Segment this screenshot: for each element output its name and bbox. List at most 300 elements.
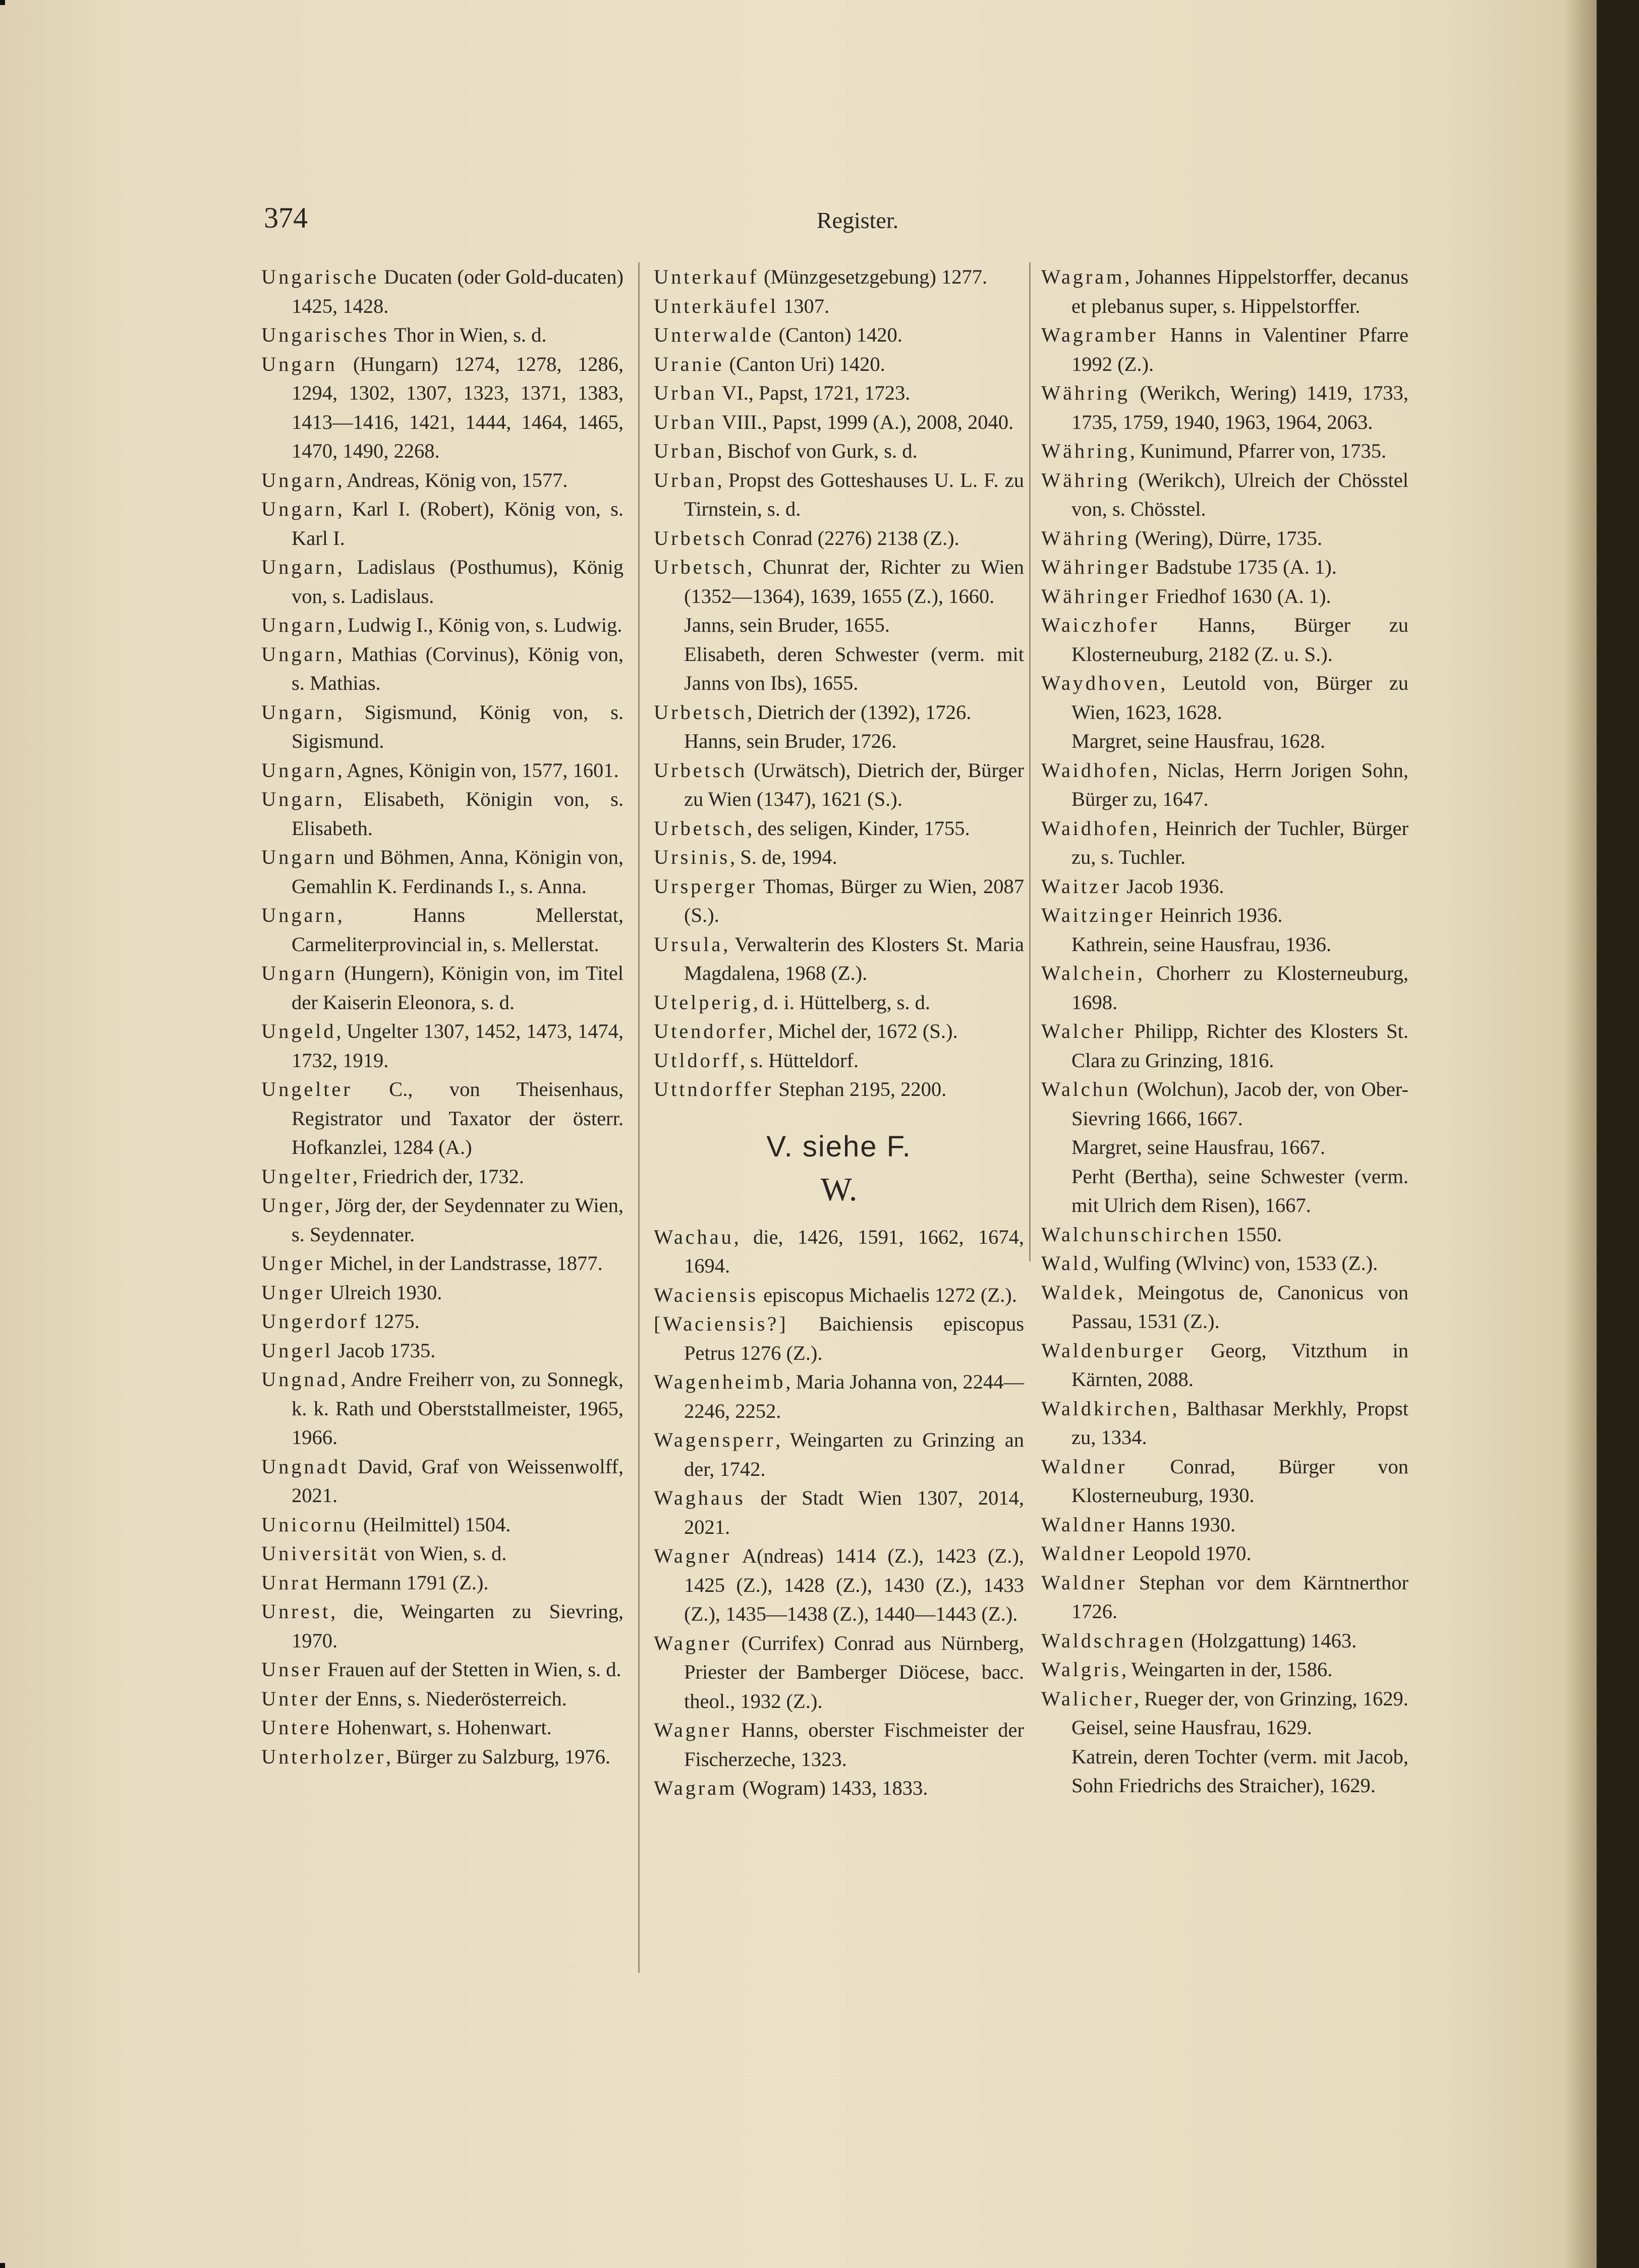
entry-keyword: Ungarn: [261, 962, 337, 984]
index-entry: [654, 1629, 1024, 1716]
index-entry: [654, 1281, 1024, 1310]
entry-keyword: [Waciensis?]: [654, 1312, 788, 1335]
index-entry: [261, 1742, 624, 1772]
entry-keyword: Ungnadt: [261, 1455, 349, 1478]
entry-text: , Agnes, Königin von, 1577, 1601.: [337, 758, 619, 782]
entry-text: Friedhof 1630 (A. 1).: [1150, 584, 1331, 607]
index-entry: [1041, 1539, 1408, 1568]
index-subentry: [654, 611, 1024, 640]
entry-keyword: Ungarn: [261, 788, 337, 810]
entry-text: Frauen auf der Stetten in Wien, s. d.: [322, 1658, 621, 1681]
index-entry: [654, 320, 1024, 350]
entry-text: , s. Hütteldorf.: [740, 1048, 859, 1072]
entry-text: Philipp, Richter des Klosters St. Clara zu Grinzing, 1816.: [1071, 1020, 1408, 1072]
index-entry: [654, 1483, 1024, 1541]
entry-text: Margret, seine Hausfrau, 1628.: [1071, 730, 1326, 752]
entry-keyword: Währing: [1041, 468, 1130, 491]
index-entry: [1041, 436, 1408, 466]
entry-text: Michel, in der Landstrasse, 1877.: [324, 1252, 603, 1275]
entry-text: (Münzgesetzgebung) 1277.: [758, 265, 988, 288]
entry-keyword: Waciensis: [654, 1283, 758, 1306]
entry-text: (Canton) 1420.: [773, 323, 902, 346]
entry-text: , die, Weingarten zu Sievring, 1970.: [292, 1600, 624, 1652]
entry-keyword: Ungarn: [261, 758, 337, 782]
index-entry: [261, 1278, 624, 1307]
entry-text: Conrad (2276) 2138 (Z.).: [747, 526, 959, 549]
entry-text: Thomas, Bürger zu Wien, 2087 (S.).: [684, 874, 1024, 926]
index-entry: [654, 843, 1024, 872]
entry-keyword: Walgris: [1041, 1658, 1121, 1681]
index-entry: [654, 1367, 1024, 1425]
entry-text: 1307.: [778, 294, 830, 317]
index-entry: [1041, 901, 1408, 930]
scan-corner-marker: [0, 0, 5, 5]
entry-text: , Rueger der, von Grinzing, 1629.: [1134, 1687, 1408, 1710]
entry-keyword: Unrest: [261, 1600, 331, 1623]
entry-keyword: Waldner: [1041, 1513, 1127, 1536]
index-entry: [261, 1510, 624, 1539]
entry-text: , Andreas, König von, 1577.: [337, 468, 568, 491]
entry-keyword: Wagramber: [1041, 323, 1158, 346]
index-entry: [261, 1191, 624, 1249]
entry-keyword: Währing: [1041, 381, 1130, 404]
index-subentry: [1041, 1742, 1408, 1800]
entry-keyword: Waldschragen: [1041, 1629, 1186, 1652]
entry-text: , Weingarten zu Grinzing an der, 1742.: [684, 1428, 1024, 1480]
entry-keyword: Ungarn: [261, 642, 337, 666]
entry-keyword: Urban: [654, 381, 717, 404]
entry-keyword: Ursinis: [654, 846, 730, 868]
entry-text: (Urwätsch), Dietrich der, Bürger zu Wien (1347), 1621 (S.).: [684, 758, 1024, 810]
index-entry: [261, 1307, 624, 1336]
entry-text: (Hungarn) 1274, 1278, 1286, 1294, 1302, 1307, 1323, 1371, 1383, 1413—1416, 1421, 1444, 1464, 1465, 1470, 1490, 2268.: [292, 352, 624, 462]
entry-keyword: Walchein: [1041, 962, 1138, 984]
index-subentry: [1041, 1713, 1408, 1742]
entry-keyword: Unterkauf: [654, 265, 759, 288]
index-entry: [1041, 611, 1408, 669]
entry-keyword: Urban: [654, 439, 717, 462]
index-entry: [1041, 1075, 1408, 1133]
entry-keyword: Währing: [1041, 526, 1130, 549]
index-entry: [261, 959, 624, 1017]
entry-keyword: Wagner: [654, 1631, 732, 1654]
index-entry: [1041, 669, 1408, 727]
entry-text: , Wulfing (Wlvinc) von, 1533 (Z.).: [1093, 1252, 1378, 1275]
entry-text: , Elisabeth, Königin von, s. Elisabeth.: [292, 788, 624, 840]
index-entry: [1041, 872, 1408, 901]
entry-keyword: Unterholzer: [261, 1745, 386, 1768]
index-entry: [261, 1162, 624, 1191]
index-entry: [654, 988, 1024, 1017]
index-entry: [1041, 524, 1408, 553]
entry-keyword: Urbetsch: [654, 816, 748, 840]
entry-text: , Balthasar Merkhly, Propst zu, 1334.: [1071, 1397, 1408, 1449]
entry-text: , Propst des Gotteshauses U. L. F. zu Tirnstein, s. d.: [684, 468, 1024, 520]
index-entry: [261, 1713, 624, 1742]
entry-text: , Karl I. (Robert), König von, s. Karl I.: [292, 497, 624, 549]
index-entry: [261, 785, 624, 843]
entry-text: Hanns, oberster Fischmeister der Fischerzeche, 1323.: [684, 1719, 1024, 1771]
index-entry: [654, 524, 1024, 553]
column-divider: [638, 262, 640, 1973]
entry-text: VI., Papst, 1721, 1723.: [717, 381, 911, 404]
entry-keyword: Ungerdorf: [261, 1310, 369, 1333]
entry-text: Jacob 1936.: [1121, 874, 1224, 898]
entry-keyword: Waiczhofer: [1041, 614, 1160, 636]
index-entry: [261, 640, 624, 698]
entry-text: (Werikch, Wering) 1419, 1733, 1735, 1759, 1940, 1963, 1964, 2063.: [1071, 381, 1408, 433]
entry-keyword: Urbetsch: [654, 556, 748, 578]
entry-keyword: Waidhofen: [1041, 758, 1153, 782]
index-entry: [654, 262, 1024, 292]
entry-keyword: Waldenburger: [1041, 1339, 1185, 1362]
entry-keyword: Unterkäufel: [654, 294, 778, 317]
entry-keyword: Wagenheimb: [654, 1370, 786, 1393]
page-number: 374: [264, 201, 308, 234]
entry-text: Ducaten (oder Gold-ducaten) 1425, 1428.: [292, 265, 624, 317]
index-entry: [654, 1046, 1024, 1075]
entry-keyword: Ungerl: [261, 1339, 333, 1362]
index-entry: [261, 1336, 624, 1365]
section-heading: V. siehe F.: [766, 1130, 912, 1163]
entry-keyword: Ungelter: [261, 1078, 353, 1100]
entry-keyword: Ungarisches: [261, 323, 389, 346]
index-entry: [654, 1223, 1024, 1281]
running-head: Register.: [816, 207, 899, 233]
index-entry: [1041, 1220, 1408, 1249]
entry-keyword: Ungarn: [261, 614, 337, 636]
entry-keyword: Ungarische: [261, 265, 379, 288]
index-entry: [261, 698, 624, 756]
index-entry: [261, 611, 624, 640]
index-entry: [1041, 262, 1408, 320]
entry-keyword: Ungarn: [261, 556, 337, 578]
index-entry: [1041, 1452, 1408, 1510]
entry-text: Conrad, Bürger von Klosterneuburg, 1930.: [1071, 1455, 1408, 1507]
index-entry: [261, 1568, 624, 1597]
entry-text: Elisabeth, deren Schwester (verm. mit Janns von Ibs), 1655.: [684, 642, 1024, 694]
entry-keyword: Unterwalde: [654, 323, 774, 346]
entry-keyword: Urbetsch: [654, 700, 748, 724]
entry-text: Kathrein, seine Hausfrau, 1936.: [1071, 932, 1332, 956]
entry-text: , Michel der, 1672 (S.).: [768, 1020, 958, 1042]
entry-keyword: Waidhofen: [1041, 816, 1153, 840]
entry-text: 1275.: [368, 1310, 420, 1333]
entry-text: (Currifex) Conrad aus Nürnberg, Priester der Bamberger Diöcese, bacc. theol., 1932 (Z.).: [684, 1631, 1024, 1712]
index-entry: [261, 1684, 624, 1713]
entry-keyword: Waldek: [1041, 1281, 1118, 1304]
index-entry: [654, 872, 1024, 930]
index-entry: [654, 930, 1024, 988]
index-entry: [654, 552, 1024, 611]
index-entry: [1041, 1510, 1408, 1539]
index-subentry: [1041, 727, 1408, 756]
entry-text: , Jörg der, der Seydennater zu Wien, s. Seydennater.: [292, 1194, 624, 1246]
index-entry: [1041, 1655, 1408, 1684]
entry-text: Janns, sein Bruder, 1655.: [684, 614, 890, 636]
entry-text: Hohenwart, s. Hohenwart.: [331, 1716, 552, 1739]
column-divider: [1029, 262, 1031, 1261]
entry-text: C., von Theisenhaus, Registrator und Taxator der österr. Hofkanzlei, 1284 (A.): [292, 1078, 624, 1158]
entry-text: , Bischof von Gurk, s. d.: [717, 439, 918, 462]
entry-keyword: Waldkirchen: [1041, 1397, 1172, 1420]
entry-keyword: Unger: [261, 1252, 325, 1275]
entry-keyword: Währing: [1041, 439, 1130, 462]
entry-keyword: Urbetsch: [654, 758, 748, 782]
entry-text: , Heinrich der Tuchler, Bürger zu, s. Tuchler.: [1071, 816, 1408, 868]
entry-keyword: Walcher: [1041, 1020, 1126, 1042]
entry-text: (Hungern), Königin von, im Titel der Kaiserin Eleonora, s. d.: [292, 962, 624, 1014]
index-entry: [1041, 552, 1408, 582]
entry-keyword: Ungeld: [261, 1020, 336, 1042]
entry-keyword: Walchun: [1041, 1078, 1131, 1100]
entry-keyword: Waldner: [1041, 1542, 1127, 1565]
index-entry: [261, 1539, 624, 1568]
index-entry: [654, 292, 1024, 321]
index-entry: [261, 756, 624, 785]
index-entry: [654, 814, 1024, 843]
index-entry: [261, 1365, 624, 1452]
entry-keyword: Utendorfer: [654, 1020, 768, 1042]
entry-text: , Leutold von, Bürger zu Wien, 1623, 1628.: [1071, 672, 1408, 724]
entry-text: Georg, Vitzthum in Kärnten, 2088.: [1071, 1339, 1408, 1391]
index-entry: [261, 552, 624, 611]
entry-text: Hanns 1930.: [1127, 1513, 1236, 1536]
entry-keyword: Urban: [654, 410, 717, 433]
entry-text: , Mathias (Corvinus), König von, s. Mathias.: [292, 642, 624, 694]
index-entry: [261, 901, 624, 959]
index-entry: [654, 1309, 1024, 1367]
entry-keyword: Waghaus: [654, 1486, 746, 1509]
entry-text: , Chorherr zu Klosterneuburg, 1698.: [1071, 962, 1408, 1014]
entry-text: Hanns in Valentiner Pfarre 1992 (Z.).: [1071, 323, 1408, 375]
entry-text: Stephan vor dem Kärntnerthor 1726.: [1071, 1571, 1408, 1623]
index-entry: [261, 1452, 624, 1510]
entry-keyword: Ungarn: [261, 700, 337, 724]
index-entry: [654, 756, 1024, 814]
entry-keyword: Währinger: [1041, 556, 1151, 578]
index-entry: [1041, 1336, 1408, 1394]
entry-text: Perht (Bertha), seine Schwester (verm. mit Ulrich dem Risen), 1667.: [1071, 1165, 1408, 1216]
entry-keyword: Ungelter: [261, 1165, 353, 1188]
entry-text: Baichiensis episcopus Petrus 1276 (Z.).: [684, 1312, 1024, 1364]
entry-text: , Friedrich der, 1732.: [352, 1165, 524, 1188]
entry-text: Ulreich 1930.: [324, 1281, 442, 1304]
index-entry: [261, 1655, 624, 1684]
entry-text: (Canton Uri) 1420.: [724, 352, 885, 375]
index-entry: [261, 320, 624, 350]
index-entry: [261, 1597, 624, 1655]
index-entry: [1041, 466, 1408, 524]
page-gutter-shadow: [1564, 0, 1597, 2268]
entry-text: VIII., Papst, 1999 (A.), 2008, 2040.: [717, 410, 1014, 433]
index-entry: [261, 1249, 624, 1278]
entry-text: , Maria Johanna von, 2244—2246, 2252.: [684, 1370, 1024, 1422]
entry-keyword: Walchunschirchen: [1041, 1223, 1231, 1246]
entry-keyword: Ungnad: [261, 1368, 341, 1391]
index-entry: [654, 408, 1024, 437]
entry-text: , Johannes Hippelstorffer, decanus et plebanus super, s. Hippelstorffer.: [1071, 265, 1408, 317]
index-entry: [1041, 582, 1408, 611]
entry-text: , d. i. Hüttelberg, s. d.: [753, 990, 931, 1014]
entry-text: , Ungelter 1307, 1452, 1473, 1474, 1732, 1919.: [292, 1020, 624, 1072]
entry-text: , Ludwig I., König von, s. Ludwig.: [337, 614, 623, 636]
entry-text: (Wogram) 1433, 1833.: [737, 1777, 928, 1799]
entry-text: David, Graf von Weissenwolff, 2021.: [292, 1455, 624, 1507]
entry-keyword: Ursula: [654, 932, 723, 956]
entry-keyword: Uttndorffer: [654, 1078, 774, 1100]
index-entry: [1041, 1394, 1408, 1452]
index-entry: [261, 350, 624, 466]
index-entry: [1041, 1684, 1408, 1713]
index-column-1: [261, 262, 624, 1771]
index-entry: [261, 262, 624, 320]
entry-text: , Niclas, Herrn Jorigen Sohn, Bürger zu, 1647.: [1071, 758, 1408, 810]
entry-keyword: Waitzer: [1041, 874, 1121, 898]
entry-text: von Wien, s. d.: [379, 1542, 507, 1565]
entry-keyword: Waitzinger: [1041, 904, 1155, 926]
entry-keyword: Wagner: [654, 1719, 732, 1741]
index-subentry: [654, 727, 1024, 756]
index-entry: [654, 1541, 1024, 1629]
entry-text: Hanns, sein Bruder, 1726.: [684, 730, 897, 752]
entry-keyword: Unicornu: [261, 1513, 358, 1536]
entry-text: (Werikch), Ulreich der Chösstel von, s. Chösstel.: [1071, 468, 1408, 520]
index-entry: [654, 1017, 1024, 1046]
index-entry: [261, 466, 624, 495]
entry-text: und Böhmen, Anna, Königin von, Gemahlin K. Ferdinands I., s. Anna.: [292, 846, 624, 898]
index-entry: [654, 1716, 1024, 1774]
entry-keyword: Wagram: [654, 1777, 738, 1799]
index-subentry: [654, 640, 1024, 698]
entry-keyword: Unger: [261, 1281, 325, 1304]
entry-text: , Verwalterin des Klosters St. Maria Magdalena, 1968 (Z.).: [684, 932, 1024, 984]
index-column-2: [654, 262, 1024, 1803]
index-entry: [1041, 1626, 1408, 1655]
entry-text: episcopus Michaelis 1272 (Z.).: [758, 1283, 1017, 1306]
entry-keyword: Waldner: [1041, 1455, 1127, 1478]
entry-text: (Wolchun), Jacob der, von Ober-Sievring 1666, 1667.: [1071, 1078, 1408, 1130]
entry-keyword: Urban: [654, 468, 717, 491]
entry-keyword: Ungarn: [261, 497, 337, 520]
entry-text: Leopold 1970.: [1127, 1542, 1252, 1565]
entry-text: , Ladislaus (Posthumus), König von, s. Ladislaus.: [292, 556, 624, 607]
entry-keyword: Wald: [1041, 1252, 1094, 1275]
entry-text: , die, 1426, 1591, 1662, 1674, 1694.: [684, 1225, 1024, 1277]
entry-text: , Kunimund, Pfarrer von, 1735.: [1129, 439, 1387, 462]
entry-text: Jacob 1735.: [332, 1339, 436, 1362]
entry-text: Badstube 1735 (A. 1).: [1150, 556, 1337, 578]
index-subentry: [1041, 1162, 1408, 1220]
entry-keyword: Ungarn: [261, 904, 337, 926]
entry-text: der Enns, s. Niederösterreich.: [320, 1687, 567, 1710]
entry-text: 1550.: [1230, 1223, 1282, 1246]
index-entry: [1041, 320, 1408, 378]
index-entry: [654, 1075, 1024, 1104]
entry-text: Katrein, deren Tochter (verm. mit Jacob, Sohn Friedrichs des Straicher), 1629.: [1071, 1745, 1408, 1797]
index-entry: [1041, 378, 1408, 436]
entry-text: , Bürger zu Salzburg, 1976.: [385, 1745, 610, 1768]
entry-text: , Meingotus de, Canonicus von Passau, 1531 (Z.).: [1071, 1281, 1408, 1333]
entry-text: Thor in Wien, s. d.: [389, 323, 547, 346]
entry-text: Geisel, seine Hausfrau, 1629.: [1071, 1716, 1312, 1739]
entry-keyword: Utelperig: [654, 990, 753, 1014]
entry-text: Hermann 1791 (Z.).: [320, 1571, 489, 1594]
entry-keyword: Waldner: [1041, 1571, 1127, 1594]
entry-text: , Chunrat der, Richter zu Wien (1352—1364), 1639, 1655 (Z.), 1660.: [684, 556, 1024, 607]
index-entry: [654, 436, 1024, 466]
index-entry: [1041, 814, 1408, 872]
entry-text: , Weingarten in der, 1586.: [1121, 1658, 1333, 1681]
entry-text: Heinrich 1936.: [1155, 904, 1283, 926]
index-column-3: [1041, 262, 1408, 1800]
entry-keyword: Walicher: [1041, 1687, 1135, 1710]
entry-keyword: Unser: [261, 1658, 323, 1681]
entry-text: Hanns, Bürger zu Klosterneuburg, 2182 (Z. u. S.).: [1071, 614, 1408, 666]
entry-text: , Hanns Mellerstat, Carmeliterprovincial in, s. Mellerstat.: [292, 904, 624, 956]
entry-keyword: Wachau: [654, 1225, 734, 1248]
index-entry: [654, 698, 1024, 727]
index-entry: [1041, 1568, 1408, 1626]
entry-keyword: Uranie: [654, 352, 724, 375]
index-entry: [261, 843, 624, 901]
entry-text: A(ndreas) 1414 (Z.), 1423 (Z.), 1425 (Z.), 1428 (Z.), 1430 (Z.), 1433 (Z.), 1435—1438 (Z.), 1440—1443 (Z.).: [684, 1544, 1024, 1625]
entry-keyword: Wagram: [1041, 265, 1125, 288]
index-entry: [654, 1774, 1024, 1803]
index-entry: [1041, 1278, 1408, 1336]
entry-keyword: Waydhoven: [1041, 672, 1161, 694]
entry-text: der Stadt Wien 1307, 2014, 2021.: [684, 1486, 1024, 1538]
entry-text: Margret, seine Hausfrau, 1667.: [1071, 1136, 1326, 1158]
entry-text: (Wering), Dürre, 1735.: [1129, 526, 1323, 549]
letter-heading: W.: [820, 1171, 858, 1208]
entry-text: (Holzgattung) 1463.: [1185, 1629, 1357, 1652]
index-entry: [1041, 1249, 1408, 1278]
entry-text: , Andre Freiherr von, zu Sonnegk, k. k. Rath und Oberststallmeister, 1965, 1966.: [292, 1368, 624, 1449]
index-entry: [261, 1017, 624, 1075]
index-entry: [654, 350, 1024, 379]
index-entry: [654, 1425, 1024, 1483]
index-entry: [654, 466, 1024, 524]
index-entry: [1041, 756, 1408, 814]
index-entry: [261, 1075, 624, 1162]
entry-text: Stephan 2195, 2200.: [773, 1078, 947, 1100]
scan-corner-marker: [0, 2263, 5, 2268]
entry-keyword: Utldorff: [654, 1048, 740, 1072]
entry-keyword: Ungarn: [261, 846, 337, 868]
entry-text: , Sigismund, König von, s. Sigismund.: [292, 700, 624, 752]
index-entry: [654, 378, 1024, 408]
entry-keyword: Ursperger: [654, 874, 757, 898]
index-entry: [1041, 1017, 1408, 1075]
entry-keyword: Ungarn: [261, 352, 337, 375]
entry-text: , des seligen, Kinder, 1755.: [747, 816, 970, 840]
entry-keyword: Wagensperr: [654, 1428, 775, 1451]
entry-keyword: Unger: [261, 1194, 325, 1216]
index-entry: [1041, 959, 1408, 1017]
index-entry: [261, 494, 624, 552]
entry-text: , S. de, 1994.: [730, 846, 837, 868]
entry-text: , Dietrich der (1392), 1726.: [747, 700, 972, 724]
entry-keyword: Wagner: [654, 1544, 732, 1567]
index-subentry: [1041, 1133, 1408, 1162]
entry-text: (Heilmittel) 1504.: [358, 1513, 511, 1536]
entry-keyword: Universität: [261, 1542, 379, 1565]
entry-keyword: Untere: [261, 1716, 332, 1739]
entry-keyword: Währinger: [1041, 584, 1151, 607]
entry-keyword: Unter: [261, 1687, 320, 1710]
entry-keyword: Unrat: [261, 1571, 320, 1594]
